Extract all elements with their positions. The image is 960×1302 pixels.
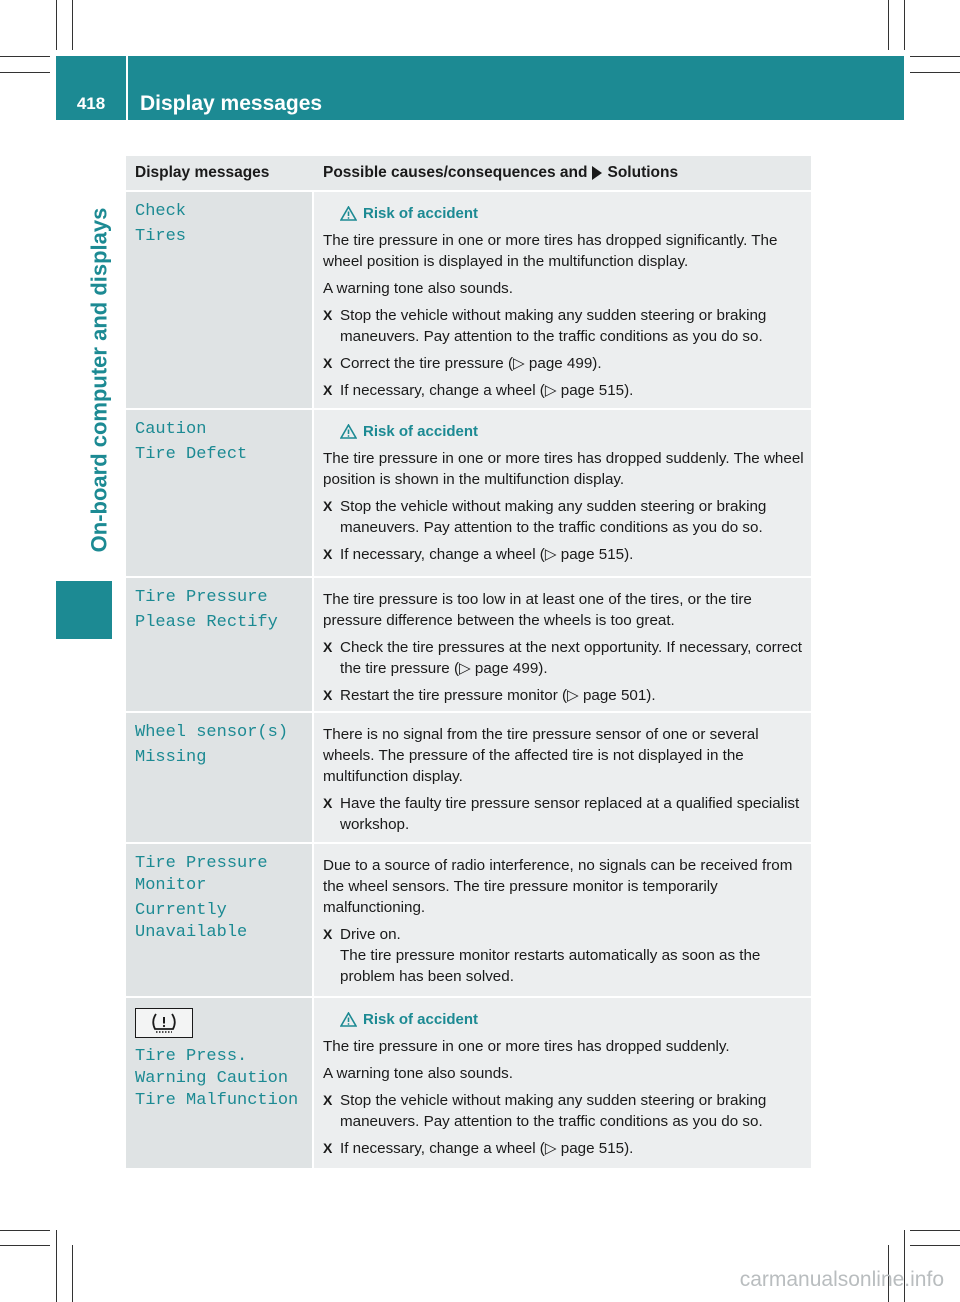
warning-text: Risk of accident bbox=[363, 205, 479, 222]
step-item bbox=[323, 685, 804, 706]
table-row bbox=[126, 996, 811, 1168]
crop-mark bbox=[0, 72, 50, 73]
paragraph: The tire pressure in one or more tires has dropped suddenly. bbox=[323, 1038, 730, 1055]
message-cell bbox=[126, 578, 314, 711]
solution-cell bbox=[314, 998, 811, 1168]
table-row bbox=[126, 190, 811, 408]
solution-cell bbox=[314, 713, 811, 842]
display-message-block: Tire Press. Warning Caution Tire Malfunction bbox=[135, 1047, 299, 1110]
step-x-icon: X bbox=[323, 307, 333, 323]
step-x-icon: X bbox=[323, 382, 333, 398]
step-item bbox=[323, 924, 804, 987]
step-text: Have the faulty tire pressure sensor replaced at a qualified specialist workshop. bbox=[340, 795, 800, 833]
crop-mark bbox=[0, 1245, 50, 1246]
message-cell bbox=[126, 192, 314, 408]
page-number: 418 bbox=[76, 94, 106, 113]
crop-mark bbox=[56, 0, 57, 50]
table-row bbox=[126, 711, 811, 842]
table-row bbox=[126, 842, 811, 996]
display-message-line: Tire Pressure bbox=[135, 588, 268, 607]
display-message-line: Wheel sensor(s) bbox=[135, 723, 289, 742]
crop-mark bbox=[0, 56, 50, 57]
display-message-line: Missing bbox=[135, 748, 207, 767]
crop-mark bbox=[0, 1230, 50, 1231]
column-header-solutions bbox=[314, 164, 811, 182]
table-row bbox=[126, 408, 811, 576]
step-text: Stop the vehicle without making any sudden steering or braking maneuvers. Pay attention to the traffic conditions as you do so. bbox=[340, 1092, 767, 1130]
warning-triangle-icon bbox=[340, 1012, 357, 1027]
crop-mark bbox=[904, 0, 905, 50]
step-item bbox=[323, 793, 804, 835]
table-row bbox=[126, 576, 811, 711]
step-text: Stop the vehicle without making any sudden steering or braking maneuvers. Pay attention to the traffic conditions as you do so. bbox=[340, 498, 767, 536]
display-message-line: Caution bbox=[135, 420, 207, 439]
step-text: Correct the tire pressure (▷ page 499). bbox=[340, 355, 602, 372]
display-message-line: Check bbox=[135, 202, 187, 221]
display-message-line: Tires bbox=[135, 227, 187, 246]
tire-pressure-warning-icon bbox=[135, 1008, 193, 1038]
solution-cell bbox=[314, 410, 811, 576]
warning-label bbox=[340, 1009, 804, 1030]
step-text: If necessary, change a wheel (▷ page 515). bbox=[340, 546, 634, 563]
step-x-icon: X bbox=[323, 926, 333, 942]
crop-mark bbox=[888, 0, 889, 50]
step-x-icon: X bbox=[323, 355, 333, 371]
step-item bbox=[323, 380, 804, 401]
step-x-icon: X bbox=[323, 639, 333, 655]
watermark: carmanualsonline.info bbox=[739, 1268, 944, 1291]
warning-triangle-icon bbox=[340, 424, 357, 439]
message-cell bbox=[126, 998, 314, 1168]
column-header-solutions-post: Solutions bbox=[607, 164, 679, 181]
warning-label bbox=[340, 203, 804, 224]
column-header-solutions-pre: Possible causes/consequences and bbox=[323, 164, 588, 181]
solution-cell bbox=[314, 844, 811, 996]
step-item bbox=[323, 305, 804, 347]
message-cell bbox=[126, 844, 314, 996]
warning-text: Risk of accident bbox=[363, 423, 479, 440]
crop-mark bbox=[910, 1245, 960, 1246]
display-message-block: Currently Unavailable bbox=[135, 901, 248, 942]
side-tab bbox=[84, 122, 114, 638]
step-x-icon: X bbox=[323, 687, 333, 703]
warning-text: Risk of accident bbox=[363, 1011, 479, 1028]
crop-mark bbox=[910, 72, 960, 73]
paragraph: The tire pressure is too low in at least one of the tires, or the tire pressure difference between the wheels is too great. bbox=[323, 591, 752, 629]
crop-mark bbox=[910, 1230, 960, 1231]
step-x-icon: X bbox=[323, 498, 333, 514]
crop-mark bbox=[910, 56, 960, 57]
paragraph: A warning tone also sounds. bbox=[323, 280, 513, 297]
step-x-icon: X bbox=[323, 1092, 333, 1108]
warning-label bbox=[340, 421, 804, 442]
header-divider bbox=[126, 56, 128, 120]
step-item bbox=[323, 496, 804, 538]
step-detail: The tire pressure monitor restarts automatically as soon as the problem has been solved. bbox=[340, 947, 761, 985]
step-title: Drive on. bbox=[340, 926, 401, 943]
display-messages-table bbox=[126, 156, 811, 1168]
display-message-line: Please Rectify bbox=[135, 613, 278, 632]
paragraph: The tire pressure in one or more tires has dropped suddenly. The wheel position is shown in the multifunction display. bbox=[323, 450, 804, 488]
paragraph: There is no signal from the tire pressure sensor of one or several wheels. The pressure of the affected tire is not displayed in the multifunction display. bbox=[323, 726, 759, 785]
step-item bbox=[323, 544, 804, 565]
message-cell bbox=[126, 713, 314, 842]
page-title: Display messages bbox=[140, 92, 323, 115]
step-text: Restart the tire pressure monitor (▷ page 501). bbox=[340, 687, 656, 704]
paragraph: The tire pressure in one or more tires has dropped significantly. The wheel position is displayed in the multifunction display. bbox=[323, 232, 778, 270]
step-x-icon: X bbox=[323, 546, 333, 562]
side-tab-label: On-board computer and displays bbox=[86, 207, 111, 553]
display-message-line: Tire Defect bbox=[135, 445, 248, 464]
step-text: Check the tire pressures at the next opportunity. If necessary, correct the tire pressure (▷ page 499). bbox=[340, 639, 803, 677]
step-text bbox=[340, 924, 804, 987]
solution-cell bbox=[314, 578, 811, 711]
table-header bbox=[126, 156, 811, 190]
column-header-messages: Display messages bbox=[135, 164, 270, 181]
arrow-right-icon bbox=[592, 166, 602, 180]
step-text: If necessary, change a wheel (▷ page 515). bbox=[340, 1140, 634, 1157]
warning-triangle-icon bbox=[340, 206, 357, 221]
crop-mark bbox=[72, 0, 73, 50]
step-item bbox=[323, 637, 804, 679]
solution-cell bbox=[314, 192, 811, 408]
paragraph: Due to a source of radio interference, no signals can be received from the wheel sensors. The tire pressure monitor is temporarily malfunctioning. bbox=[323, 857, 793, 916]
step-x-icon: X bbox=[323, 1140, 333, 1156]
step-text: If necessary, change a wheel (▷ page 515). bbox=[340, 382, 634, 399]
step-text: Stop the vehicle without making any sudden steering or braking maneuvers. Pay attention to the traffic conditions as you do so. bbox=[340, 307, 767, 345]
step-item bbox=[323, 1090, 804, 1132]
step-item bbox=[323, 353, 804, 374]
crop-mark bbox=[56, 1230, 57, 1302]
step-x-icon: X bbox=[323, 795, 333, 811]
message-cell bbox=[126, 410, 314, 576]
crop-mark bbox=[72, 1245, 73, 1302]
display-message-block: Tire Pressure Monitor bbox=[135, 854, 268, 895]
side-tab-marker bbox=[56, 581, 112, 639]
step-item bbox=[323, 1138, 804, 1159]
paragraph: A warning tone also sounds. bbox=[323, 1065, 513, 1082]
